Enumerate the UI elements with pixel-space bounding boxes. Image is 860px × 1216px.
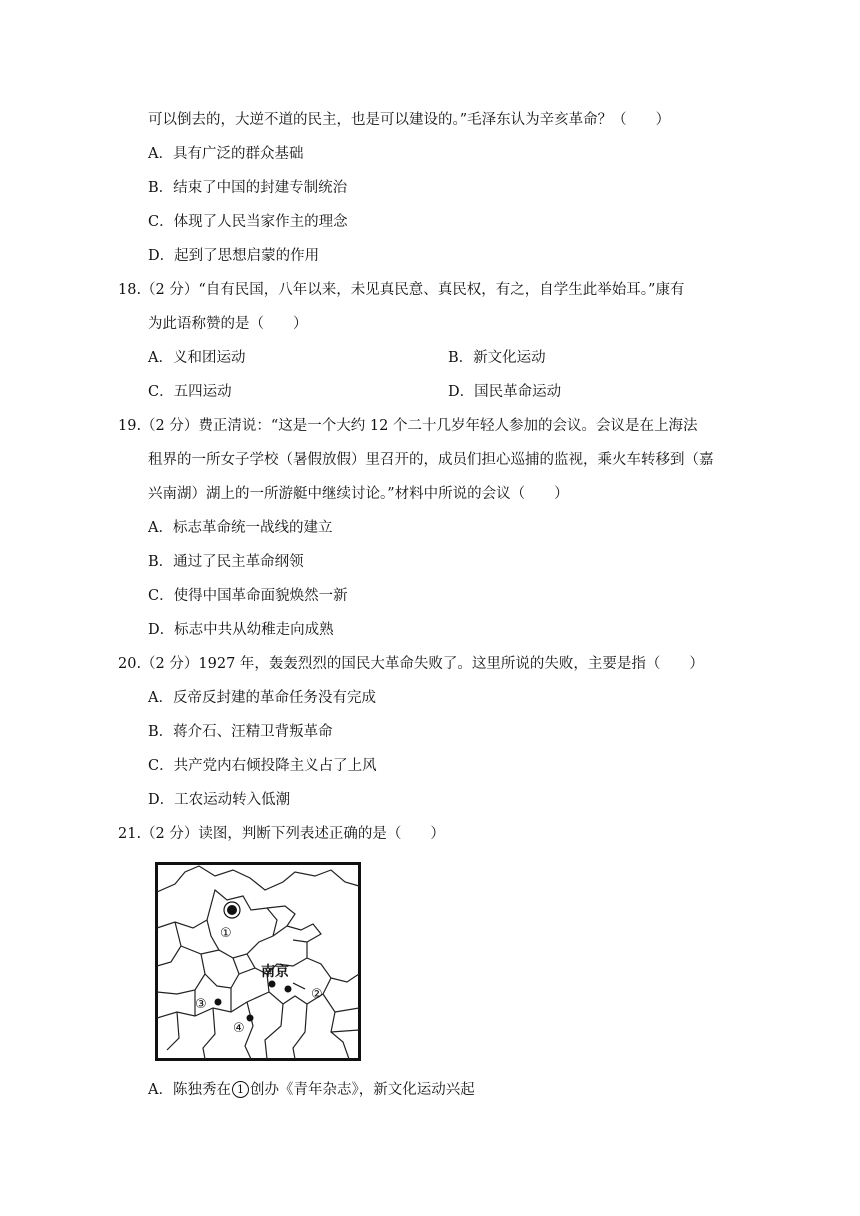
circled-marker: 1 <box>232 1081 249 1098</box>
q20-option-b: B．蒋介石、汪精卫背叛革命 <box>148 724 333 740</box>
q21-option-a-pre: A．陈独秀在 <box>148 1082 231 1098</box>
china-region-map <box>155 862 361 1061</box>
q17-option-b: B．结束了中国的封建专制统治 <box>148 180 348 196</box>
map-marker-2: ② <box>311 987 323 1002</box>
q17-option-d: D．起到了思想启蒙的作用 <box>148 248 320 264</box>
q18-option-a: A．义和团运动 <box>148 350 246 366</box>
q21-option-a-post: 创办《青年杂志》，新文化运动兴起 <box>249 1082 475 1098</box>
q20-stem: 20.（2 分）1927 年，轰轰烈烈的国民大革命失败了。这里所说的失败，主要是指（ ） <box>118 656 704 672</box>
map-marker-3: ③ <box>195 997 207 1012</box>
q20-option-c: C．共产党内右倾投降主义占了上风 <box>148 758 377 774</box>
map-marker-1: ① <box>220 926 232 941</box>
q19-stem-line3: 兴南湖）湖上的一所游艇中继续讨论。”材料中所说的会议（ ） <box>148 486 569 502</box>
q18-option-b: B．新文化运动 <box>448 350 546 366</box>
q19-stem: 19.（2 分）费正清说：“这是一个大约 12 个二十几岁年轻人参加的会议。会议是在上海法 <box>118 418 698 434</box>
q19-option-a: A．标志革命统一战线的建立 <box>148 520 333 536</box>
q18-option-d: D．国民革命运动 <box>448 384 562 400</box>
q17-option-a: A．具有广泛的群众基础 <box>148 146 304 162</box>
q18-option-c: C．五四运动 <box>148 384 232 400</box>
map-marker-4: ④ <box>233 1021 245 1036</box>
q17-stem-continued: 可以倒去的，大逆不道的民主，也是可以建设的。”毛泽东认为辛亥革命？（ ） <box>148 112 671 128</box>
q21-stem: 21.（2 分）读图，判断下列表述正确的是（ ） <box>118 826 445 842</box>
q17-option-c: C．体现了人民当家作主的理念 <box>148 214 348 230</box>
q20-option-a: A．反帝反封建的革命任务没有完成 <box>148 690 376 706</box>
q19-stem-line2: 租界的一所女子学校（暑假放假）里召开的，成员们担心巡捕的监视，乘火车转移到（嘉 <box>148 452 714 468</box>
map-city-label: 南京 <box>261 963 289 979</box>
q20-option-d: D．工农运动转入低潮 <box>148 792 291 808</box>
q18-stem-line2: 为此语称赞的是（ ） <box>148 316 308 332</box>
q19-option-c: C．使得中国革命面貌焕然一新 <box>148 588 348 604</box>
q21-option-a <box>148 1080 475 1100</box>
q18-stem: 18.（2 分）“自有民国，八年以来，未见真民意、真民权，有之，自学生此举始耳。”康有 <box>118 282 685 298</box>
q19-option-d: D．标志中共从幼稚走向成熟 <box>148 622 334 638</box>
q19-option-b: B．通过了民主革命纲领 <box>148 554 304 570</box>
